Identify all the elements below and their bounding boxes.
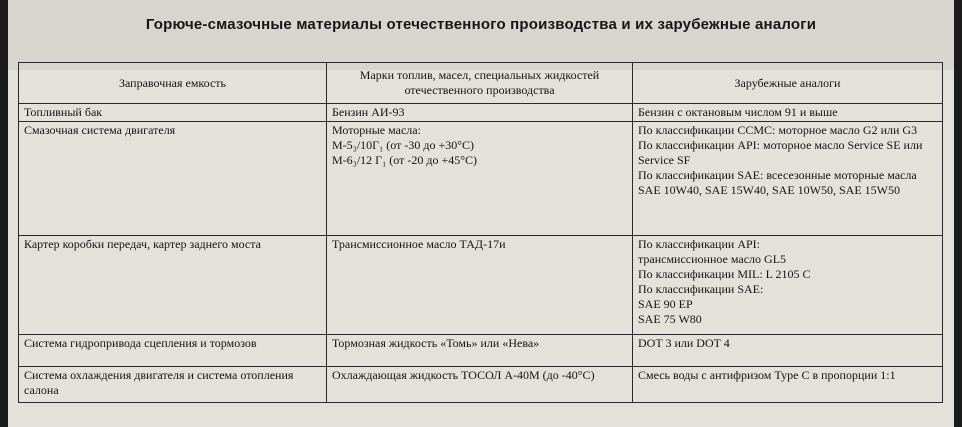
cell-line: Бензин АИ-93: [332, 105, 405, 119]
cell-line: Трансмиссионное масло ТАД-17и: [332, 237, 506, 251]
table-row: [19, 104, 943, 122]
cell-line: М-6₃/12 Г₁ (от -20 до +45°С): [332, 153, 478, 167]
cell-domestic: [327, 236, 633, 335]
scan-smudge: [8, 0, 954, 70]
cell-capacity: Картер коробки передач, картер заднего моста: [19, 236, 327, 335]
cell-line: М-5₃/10Г₁ (от -30 до +30°С): [332, 138, 475, 152]
cell-foreign: [633, 335, 943, 367]
page-title: Горюче-смазочные материалы отечественного производства и их зарубежные аналоги: [145, 16, 817, 33]
cell-capacity: Система гидропривода сцепления и тормозов: [19, 335, 327, 367]
cell-line: Смесь воды с антифризом Туре С в пропорции 1:1: [638, 368, 896, 382]
cell-line: По классификации API:: [638, 237, 760, 251]
cell-line: DOT 3 или DOT 4: [638, 336, 730, 350]
cell-line: По классификации MIL: L 2105 C: [638, 267, 811, 281]
cell-line: По классификации ССМС: моторное масло G2 или G3: [638, 123, 918, 137]
column-header-foreign: Зарубежные аналоги: [633, 63, 943, 104]
scanned-page: [8, 0, 954, 427]
cell-line: Бензин с октановым числом 91 и выше: [638, 105, 838, 119]
cell-domestic: [327, 104, 633, 122]
cell-foreign: [633, 122, 943, 236]
cell-line: Тормозная жидкость «Томь» или «Нева»: [332, 336, 540, 350]
cell-line: трансмиссионное масло GL5: [638, 252, 787, 266]
column-header-domestic: Марки топлив, масел, специальных жидкостей отечественного производства: [327, 63, 633, 104]
cell-line: По классификации SAE: всесезонные моторные масла SAE 10W40, SAE 15W40, SAE 10W50, SAE 15W50: [638, 168, 917, 197]
table-row: [19, 122, 943, 236]
cell-domestic: [327, 335, 633, 367]
cell-capacity: Смазочная система двигателя: [19, 122, 327, 236]
cell-domestic: [327, 122, 633, 236]
table-row: [19, 367, 943, 403]
cell-foreign: [633, 367, 943, 403]
cell-line: SAE 75 W80: [638, 312, 702, 326]
cell-domestic: [327, 367, 633, 403]
cell-foreign: [633, 104, 943, 122]
cell-foreign: [633, 236, 943, 335]
cell-line: По классификации SAE:: [638, 282, 764, 296]
cell-capacity: Топливный бак: [19, 104, 327, 122]
cell-capacity: Система охлаждения двигателя и система отопления салона: [19, 367, 327, 403]
cell-line: По классификации API: моторное масло Service SE или Service SF: [638, 138, 923, 167]
cell-line: Моторные масла:: [332, 123, 421, 137]
lubricants-table: [18, 62, 943, 403]
table-row: [19, 236, 943, 335]
table-header-row: [19, 63, 943, 104]
column-header-capacity: Заправочная емкость: [19, 63, 327, 104]
cell-line: Охлаждающая жидкость ТОСОЛ А-40М (до -40°С): [332, 368, 595, 382]
table-row: [19, 335, 943, 367]
cell-line: SAE 90 EP: [638, 297, 693, 311]
